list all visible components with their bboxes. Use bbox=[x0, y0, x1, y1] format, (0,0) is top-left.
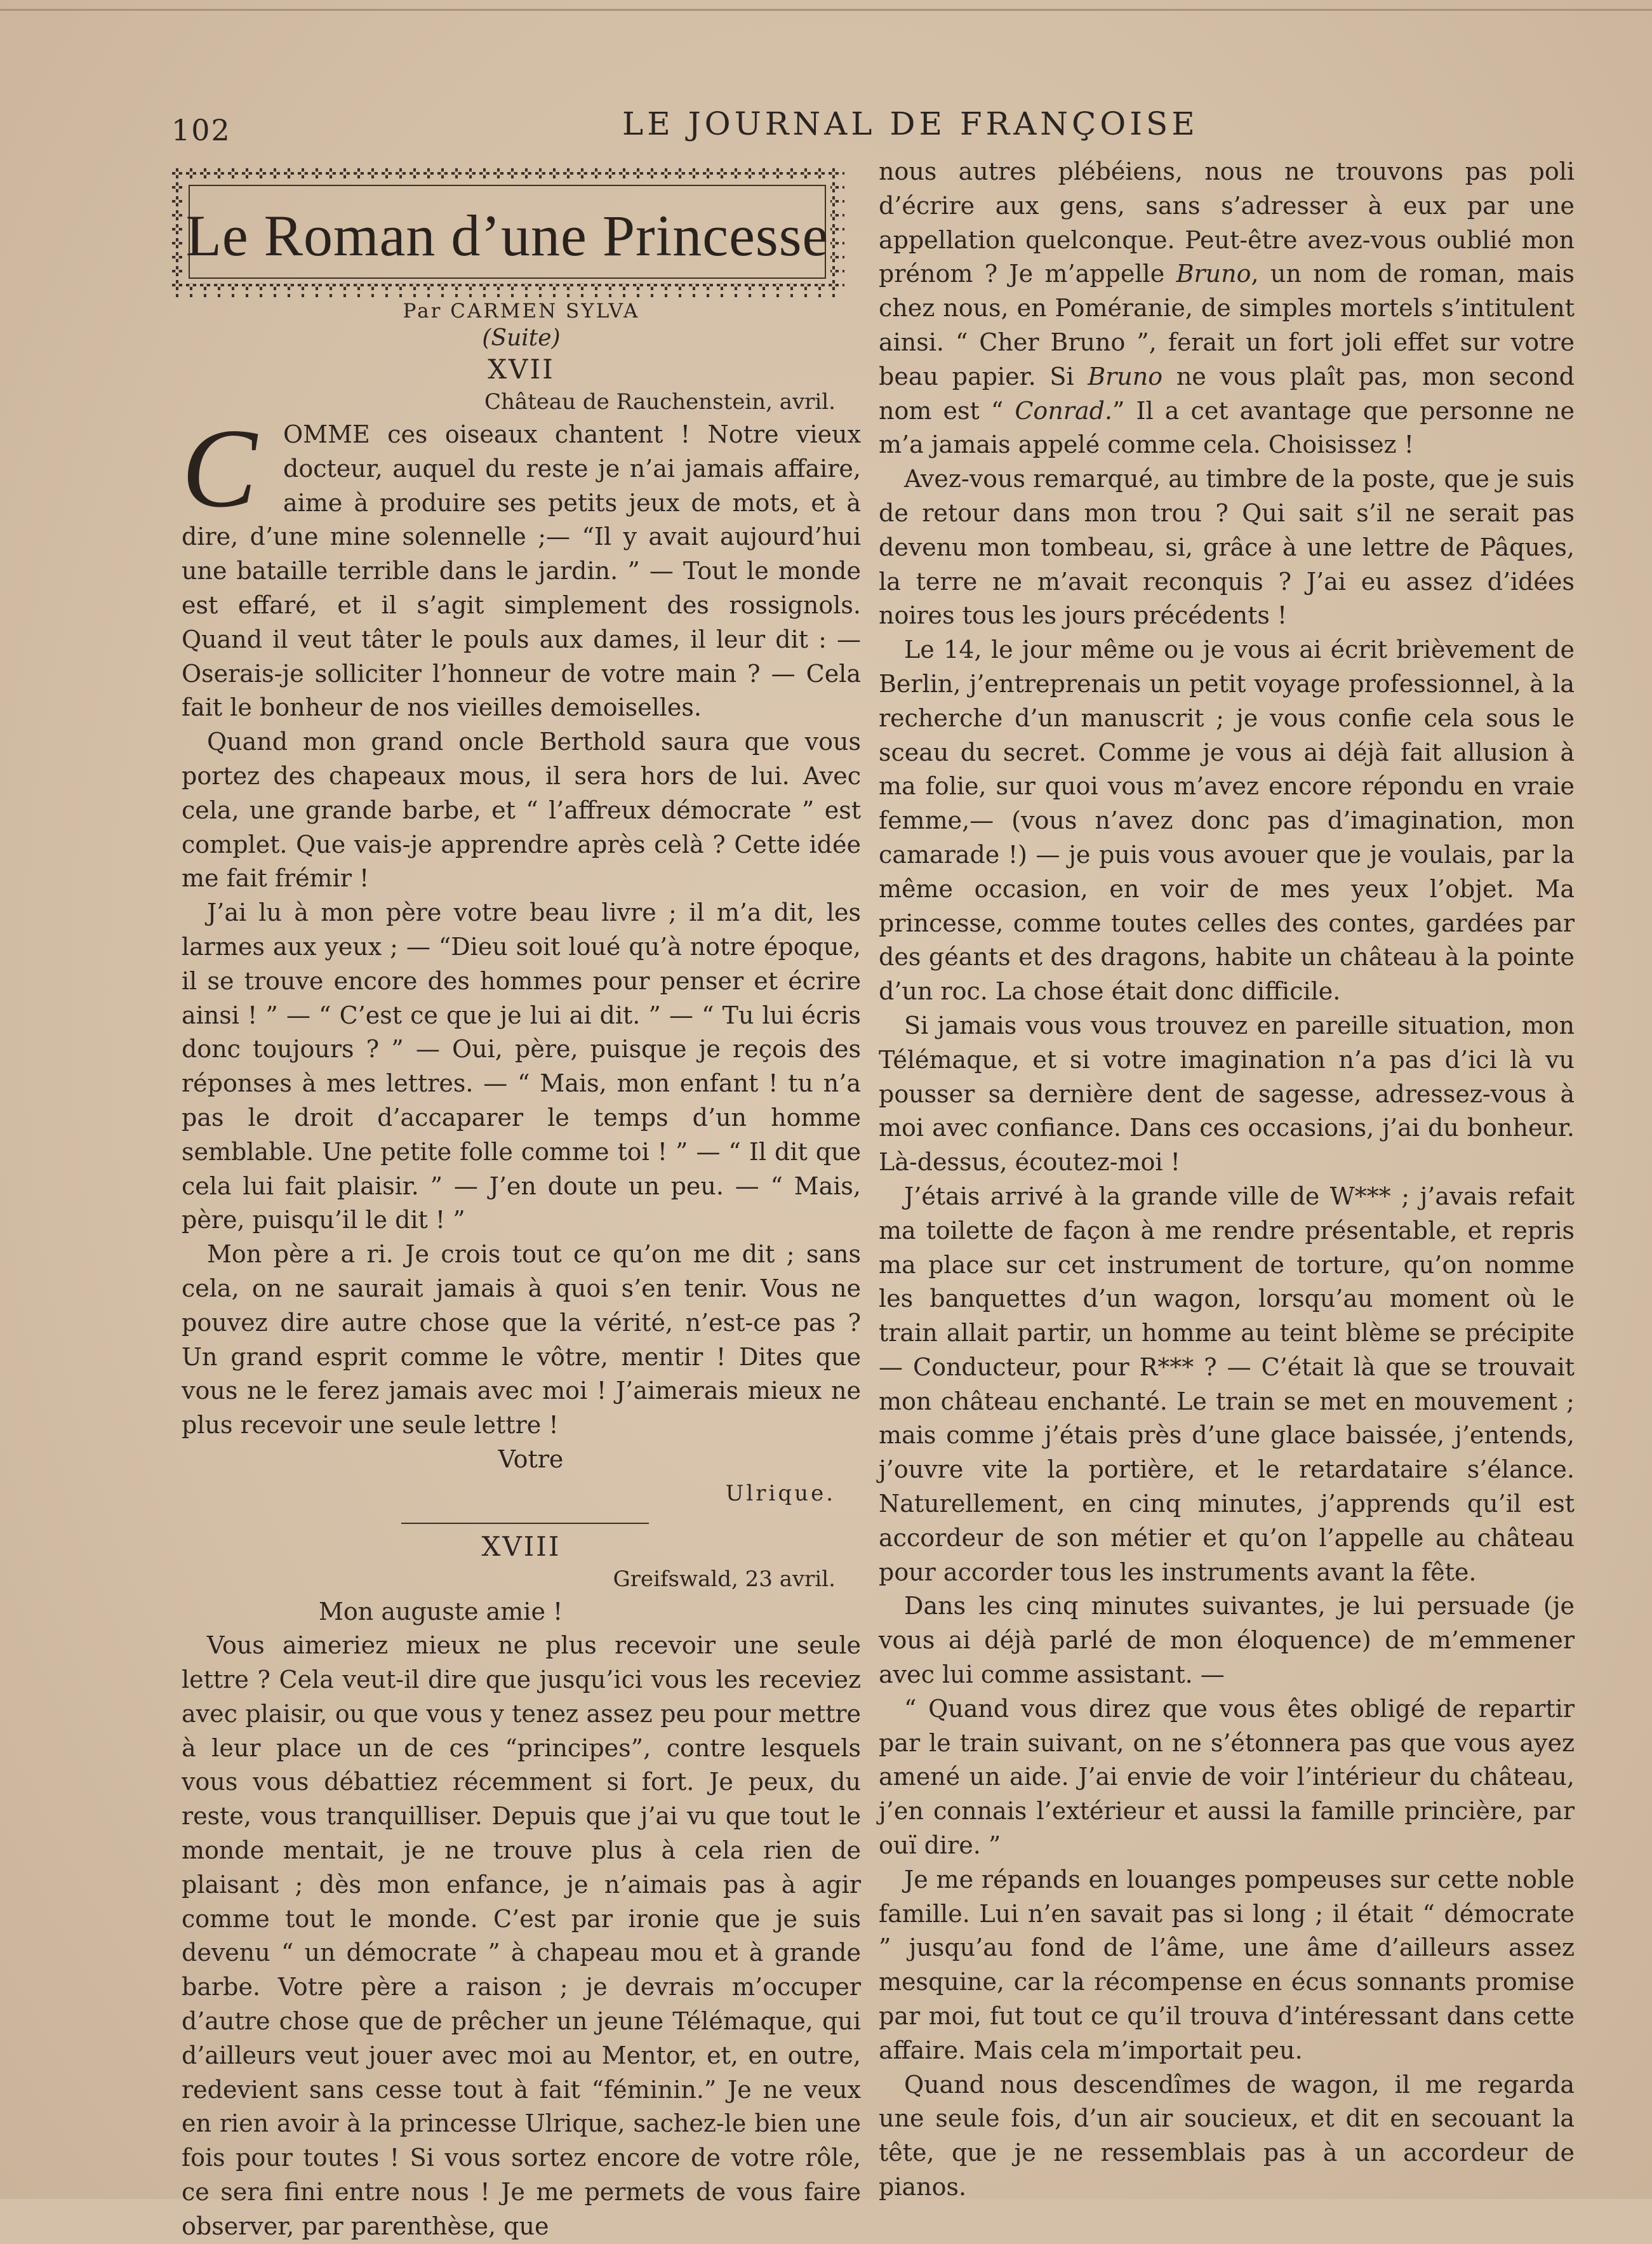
paragraph-4: Mon père a ri. Je crois tout ce qu’on me dit ; sans cela, on ne saurait jamais à quoi s’en tenir. Vous ne pouvez dire autre chose que la vérité, n’est-ce pas ? Un grand esprit comme le vôtre, mentir ! Dites que vous ne le ferez jamais avec moi ! J’aimerais mieux ne plus recevoir une seule lettre ! bbox=[182, 1240, 861, 1439]
right-paragraph-8: Je me répands en louanges pompeuses sur cette noble famille. Lui n’en savait pas si long ; il était “ démocrate ” jusqu’au fond de l’âme, une âme d’ailleurs assez mesquine, car la récompense en écus sonnants promise par moi, fut tout ce qu’il trouva d’intéressant dans cette affaire. Mais cela m’importait peu. bbox=[879, 1865, 1575, 2064]
paragraph-5: Vous aimeriez mieux ne plus recevoir une seule lettre ? Cela veut-il dire que jusqu’ici vous les receviez avec plaisir, ou que vous y tenez assez peu pour mettre à leur place un de ces “principes”, contre lesquels vous vous débattiez récemment si fort. Je peux, du reste, vous tranquilliser. Depuis que j’ai vu que tout le monde mentait, je ne trouve plus à cela rien de plaisant ; dès mon enfance, je n’aimais pas à agir comme tout le monde. C’est par ironie que je suis devenu “ un démocrate ” à chapeau mou et à grande barbe. Votre père a raison ; je devrais m’occuper d’autre chose que de prêcher un jeune Télémaque, qui d’ailleurs veut jouer avec moi au Mentor, et, en outre, redevient sans cesse tout à fait “féminin.” Je ne veux en rien avoir à la princesse Ulrique, sachez-le bien une fois pour toutes ! Si vous sortez encore de votre rôle, ce sera fini entre nous ! Je me permets de vous faire observer, par parenthèse, que bbox=[182, 1631, 861, 2240]
running-head bbox=[165, 102, 1651, 152]
right-paragraph-6: Dans les cinq minutes suivantes, je lui persuade (je vous ai déjà parlé de mon éloquence) de m’emmener avec lui comme assistant. — bbox=[879, 1592, 1575, 1689]
right-paragraph-9: Quand nous descendîmes de wagon, il me regarda une seule fois, d’un air soucieux, et dit en secouant la tête, que je ne ressemblais pas à un accordeur de pianos. bbox=[879, 2070, 1575, 2201]
title-box bbox=[170, 166, 844, 297]
drop-cap: C bbox=[182, 405, 257, 531]
top-rule bbox=[0, 9, 1652, 11]
right-paragraph-2: Avez-vous remarqué, au timbre de la poste, que je suis de retour dans mon trou ? Qui sait s’il ne serait pas devenu mon tombeau, si, grâce à une lettre de Pâques, la terre ne m’avait reconquis ? J’ai eu assez d’idées noires tous les jours précédents ! bbox=[879, 465, 1575, 630]
byline: Par CARMEN SYLVA bbox=[403, 300, 640, 323]
letter-closing: Votre bbox=[498, 1445, 564, 1473]
left-column bbox=[182, 298, 861, 2244]
paragraph-3: J’ai lu à mon père votre beau livre ; il m’a dit, les larmes aux yeux ; — “Dieu soit loué qu’à notre époque, il se trouve encore des hommes pour penser et écrire ainsi ! ” — “ C’est ce que je lui ai dit. ” — “ Tu lui écris donc toujours ? ” — Oui, père, puisque je reçois des réponses à mes lettres. — “ Mais, mon enfant ! tu n’a pas le droit d’accaparer le temps d’un homme semblable. Une petite folle comme toi ! ” — “ Il dit que cela lui fait plaisir. ” — J’en doute un peu. — “ Mais, père, puisqu’il le dit ! ” bbox=[182, 898, 861, 1234]
right-paragraph-7: “ Quand vous direz que vous êtes obligé de repartir par le train suivant, on ne s’étonnera pas que vous ayez amené un aide. J’ai envie de voir l’intérieur du château, j’en connais l’extérieur et aussi la famille princière, par ouï dire. ” bbox=[879, 1694, 1575, 1860]
letter-place-18: Greifswald, 23 avril. bbox=[613, 1566, 836, 1592]
chapter-heading-18: XVIII bbox=[481, 1530, 561, 1562]
right-paragraph-3: Le 14, le jour même ou je vous ai écrit brièvement de Berlin, j’entreprenais un petit voyage professionnel, à la recherche d’un manuscrit ; je vous confie cela sous le sceau du secret. Comme je vous ai déjà fait allusion à ma folie, sur quoi vous m’avez encore répondu en vraie femme,— (vous n’avez donc pas d’imagination, mon camarade !) — je puis vous avouer que je voulais, par la même occasion, en voir de mes yeux l’objet. Ma princesse, comme toutes celles des contes, gardées par des géants et des dragons, habite un château à la pointe d’un roc. La chose était donc difficile. bbox=[879, 636, 1575, 1006]
right-paragraph-1: nous autres plébéiens, nous ne trouvons pas poli d’écrire aux gens, sans s’adresser à eux par une appellation quelconque. Peut-être avez-vous oublié mon prénom ? Je m’appelle Bruno, un nom de roman, mais chez nous, en Poméranie, de simples mortels s’intitulent ainsi. “ Cher Bruno ”, ferait un fort joli effet sur votre beau papier. Si Bruno ne vous plaît pas, mon second nom est “ Conrad.” Il a cet avantage que personne ne m’a jamais appelé comme cela. Choisissez ! bbox=[879, 157, 1575, 459]
chapter-heading-17: XVII bbox=[488, 354, 555, 385]
right-paragraph-5: J’étais arrivé à la grande ville de W*** ; j’avais refait ma toilette de façon à me rendre présentable, et repris ma place sur cet instrument de torture, qu’on nomme les banquettes d’un wagon, lorsqu’au moment où le train allait partir, un homme au teint blème se précipite — Conducteur, pour R*** ? — C’était là que se trouvait mon château enchanté. Le train se met en mouvement ; mais comme j’étais près d’une glace baissée, j’entends, j’ouvre vite la portière, et le retardataire s’élance. Naturellement, en cinq minutes, j’apprends qu’il est accordeur de son métier et qu’on l’appelle au château pour accorder tous les instruments avant la fête. bbox=[879, 1182, 1575, 1586]
article-title: Le Roman d’une Princesse bbox=[185, 203, 829, 268]
letter-place-17: Château de Rauchenstein, avril. bbox=[484, 389, 836, 415]
section-divider bbox=[401, 1523, 649, 1524]
suite-label: (Suite) bbox=[482, 325, 561, 351]
salutation: Mon auguste amie ! bbox=[319, 1597, 563, 1626]
paragraph-2: Quand mon grand oncle Berthold saura que vous portez des chapeaux mous, il sera hors de lui. Avec cela, une grande barbe, et “ l’affreux démocrate ” est complet. Que vais-je apprendre après celà ? Cette idée me fait frémir ! bbox=[182, 728, 861, 893]
letter-signature: Ulrique. bbox=[725, 1480, 836, 1506]
page-number: 102 bbox=[171, 113, 231, 147]
paragraph-1: C OMME ces oiseaux chantent ! Notre vieux docteur, auquel du reste je n’ai jamais affaire, aime à produire ses petits jeux de mots, et à dire, d’une mine solennelle ;— “Il y avait aujourd’hui une bataille terrible dans le jardin. ” — Tout le monde est effaré, et il s’agit simplement des rossignols. Quand il veut tâter le pouls aux dames, il leur dit : — Oserais-je solliciter l’honneur de votre main ? — Cela fait le bonheur de nos vieilles demoiselles. bbox=[182, 405, 861, 722]
journal-title: LE JOURNAL DE FRANÇOISE bbox=[622, 105, 1199, 142]
right-column bbox=[879, 155, 1575, 2205]
right-paragraph-4: Si jamais vous vous trouvez en pareille situation, mon Télémaque, et si votre imagination n’a pas d’ici là vu pousser sa dernière dent de sagesse, adressez-vous à moi avec confiance. Dans ces occasions, j’ai du bonheur. Là-dessus, écoutez-moi ! bbox=[879, 1011, 1575, 1177]
